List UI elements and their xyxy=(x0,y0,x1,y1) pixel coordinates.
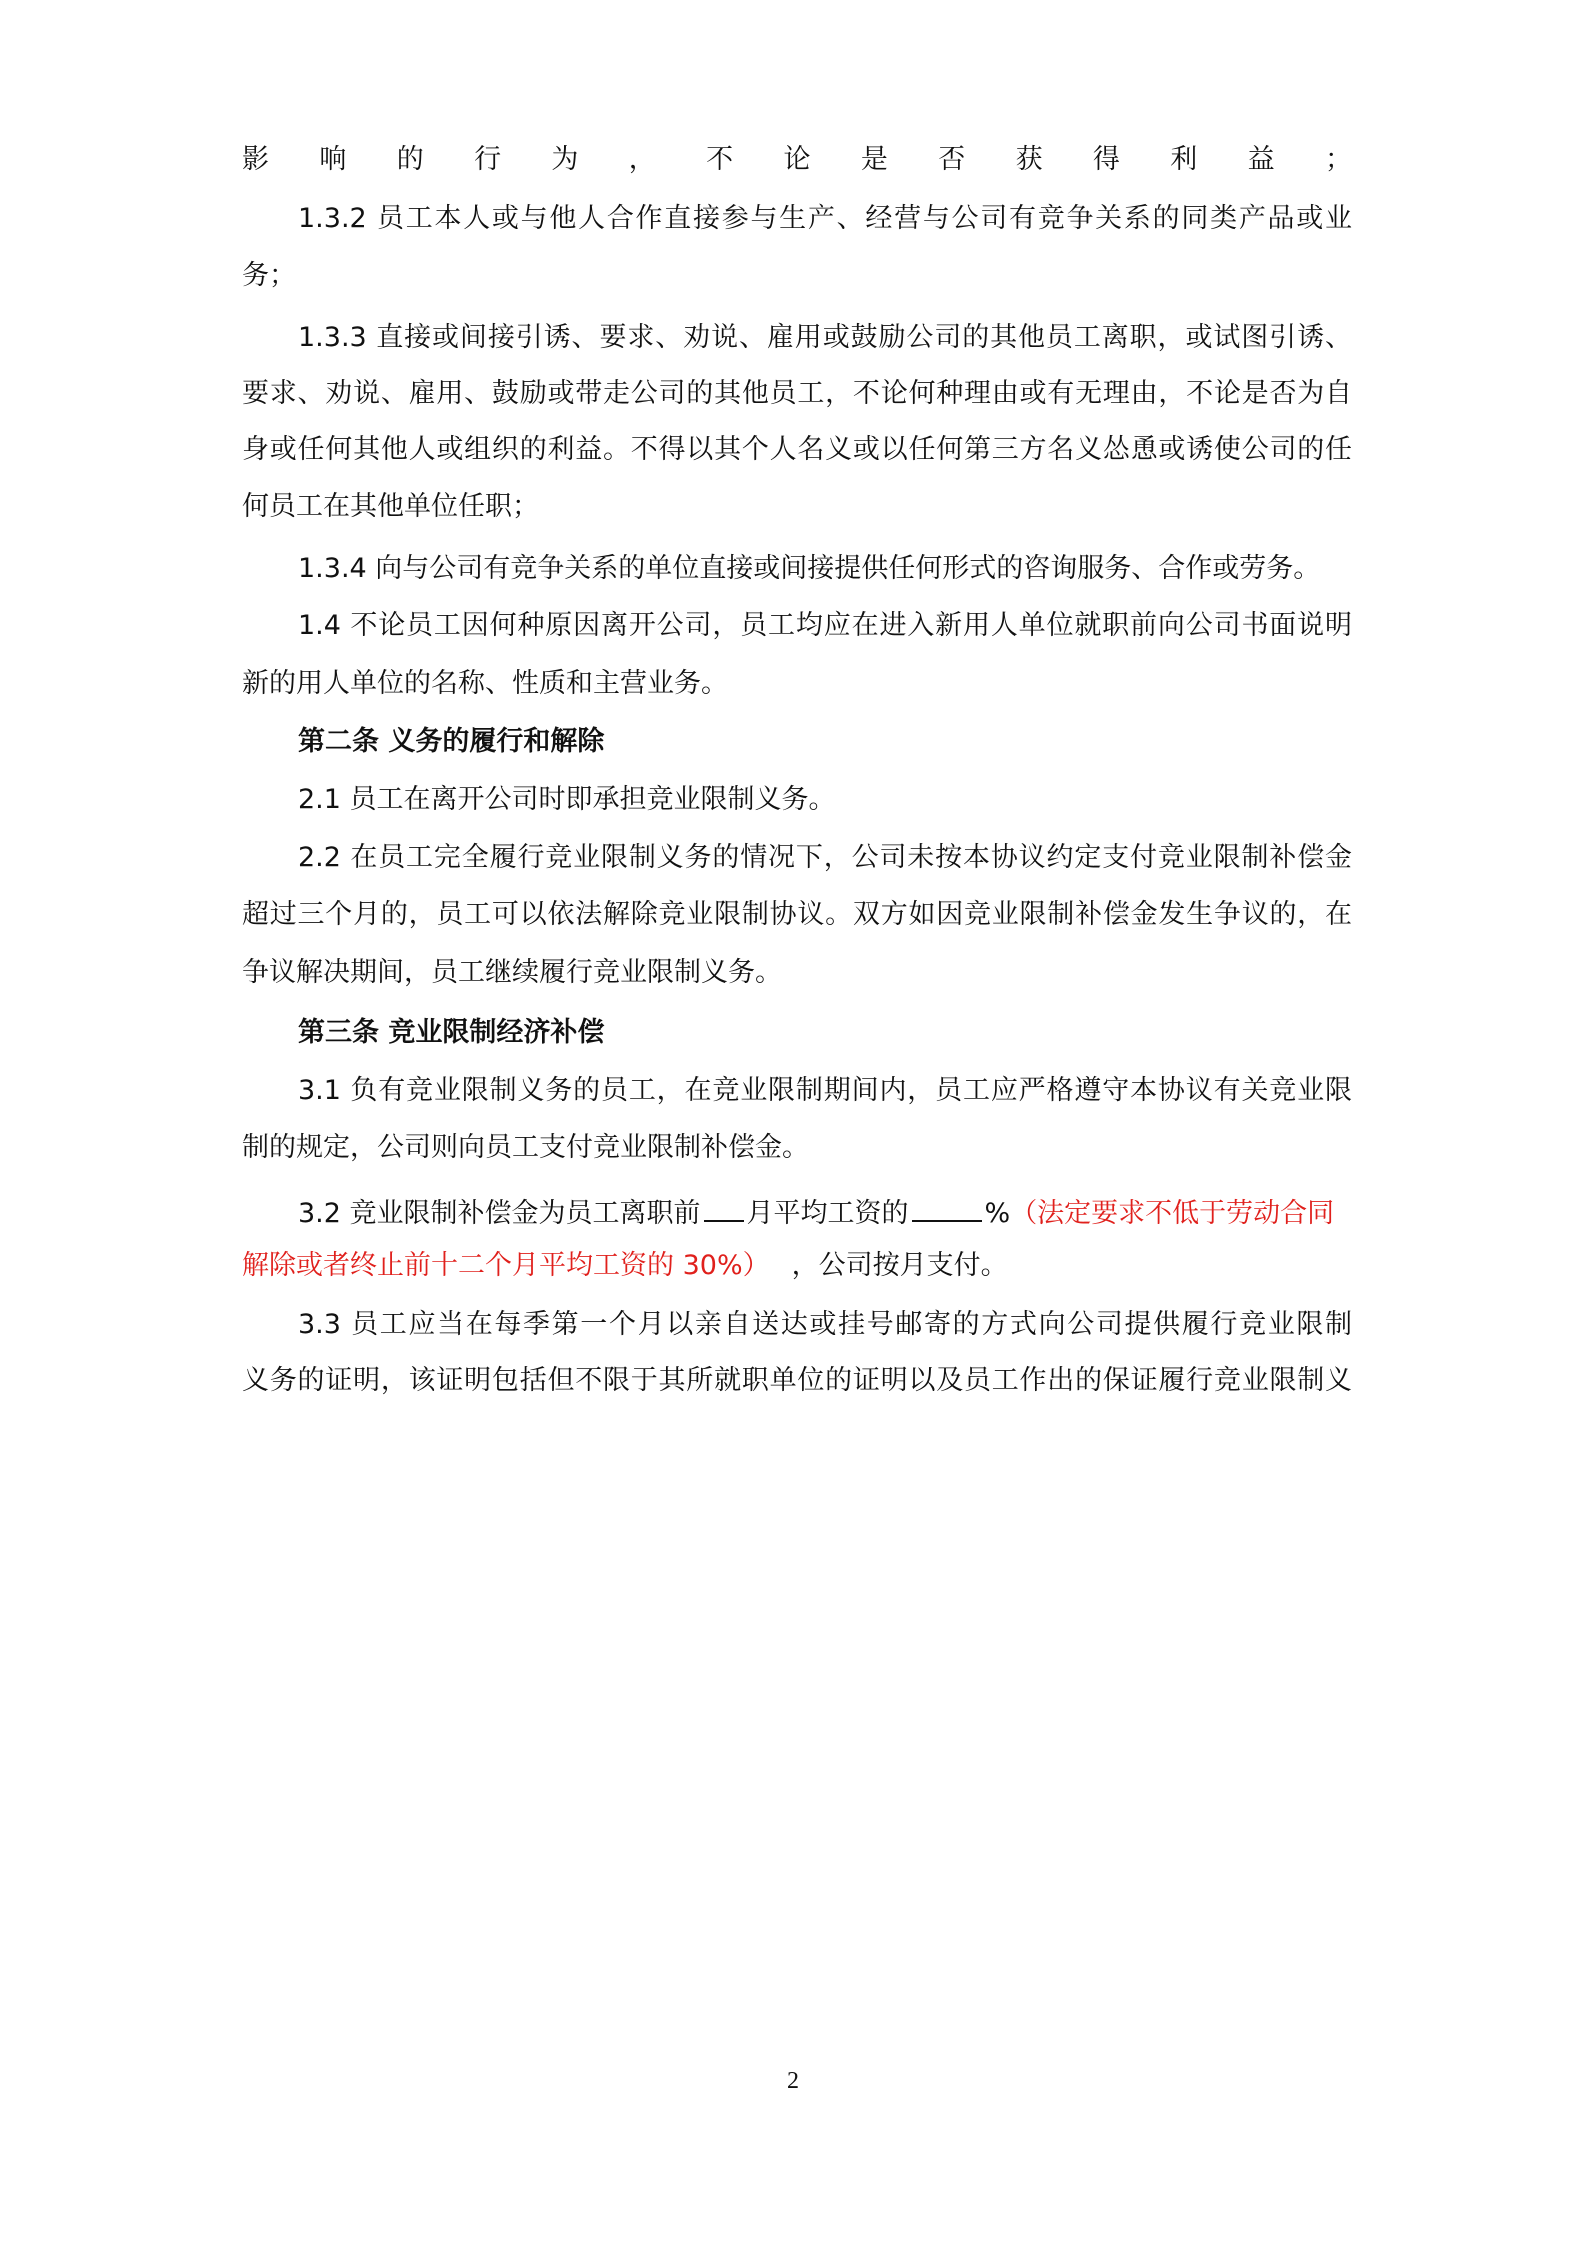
legal-note-part-1: （法定要求不低于劳动合同 xyxy=(1010,1198,1335,1229)
clause-1-3-3-line-2: 要求、劝说、雇用、鼓励或带走公司的其他员工，不论何种理由或有无理由，不论是否为自 xyxy=(242,378,1352,409)
clause-2-2-line-1: 2.2 在员工完全履行竞业限制义务的情况下，公司未按本协议约定支付竞业限制补偿金 xyxy=(298,842,1352,873)
clause-3-1-line-2: 制的规定，公司则向员工支付竞业限制补偿金。 xyxy=(242,1132,809,1163)
clause-1-3-4-line-1: 1.3.4 向与公司有竞争关系的单位直接或间接提供任何形式的咨询服务、合作或劳务。 xyxy=(298,553,1321,584)
clause-3-2-tail: ，公司按月支付。 xyxy=(791,1250,1008,1281)
clause-3-3-line-1: 3.3 员工应当在每季第一个月以亲自送达或挂号邮寄的方式向公司提供履行竞业限制 xyxy=(298,1309,1352,1340)
clause-2-1-line-1: 2.1 员工在离开公司时即承担竞业限制义务。 xyxy=(298,784,836,815)
clause-1-3-3-line-1: 1.3.3 直接或间接引诱、要求、劝说、雇用或鼓励公司的其他员工离职，或试图引诱、 xyxy=(298,322,1352,353)
clause-3-1-line-1: 3.1 负有竞业限制义务的员工，在竞业限制期间内，员工应严格遵守本协议有关竞业限 xyxy=(298,1075,1352,1106)
clause-3-3-line-2: 义务的证明，该证明包括但不限于其所就职单位的证明以及员工作出的保证履行竞业限制义 xyxy=(242,1365,1352,1396)
clause-1-3-2-line-1: 1.3.2 员工本人或与他人合作直接参与生产、经营与公司有竞争关系的同类产品或业 xyxy=(298,203,1352,234)
article-2-heading: 第二条 义务的履行和解除 xyxy=(298,726,605,757)
clause-3-2-line-1 xyxy=(298,1190,1352,1234)
clause-3-2-line-2 xyxy=(242,1246,1352,1286)
legal-note-part-2: 解除或者终止前十二个月平均工资的 30%） xyxy=(242,1250,770,1281)
clause-1-3-3-line-4: 何员工在其他单位任职； xyxy=(242,491,539,522)
clause-3-2-text-a: 3.2 竞业限制补偿金为员工离职前 xyxy=(298,1198,701,1229)
clause-1-4-line-2: 新的用人单位的名称、性质和主营业务。 xyxy=(242,668,728,699)
clause-1-3-3-line-3: 身或任何其他人或组织的利益。不得以其个人名义或以任何第三方名义怂恿或诱使公司的任 xyxy=(242,434,1352,465)
page-number: 2 xyxy=(787,2068,799,2094)
months-blank[interactable] xyxy=(704,1190,744,1222)
article-3-heading: 第三条 竞业限制经济补偿 xyxy=(298,1017,605,1048)
clause-1-4-line-1: 1.4 不论员工因何种原因离开公司，员工均应在进入新用人单位就职前向公司书面说明 xyxy=(298,610,1352,641)
clause-2-2-line-3: 争议解决期间，员工继续履行竞业限制义务。 xyxy=(242,957,782,988)
percent-blank[interactable] xyxy=(912,1190,982,1222)
clause-2-2-line-2: 超过三个月的，员工可以依法解除竞业限制协议。双方如因竞业限制补偿金发生争议的，在 xyxy=(242,899,1352,930)
percent-sign: % xyxy=(984,1198,1011,1229)
clause-3-2-text-b: 月平均工资的 xyxy=(746,1198,909,1229)
clause-1-3-2-line-2: 务； xyxy=(242,260,296,291)
paragraph-line: 影响的行为，不论是否获得利益； xyxy=(242,144,1352,175)
